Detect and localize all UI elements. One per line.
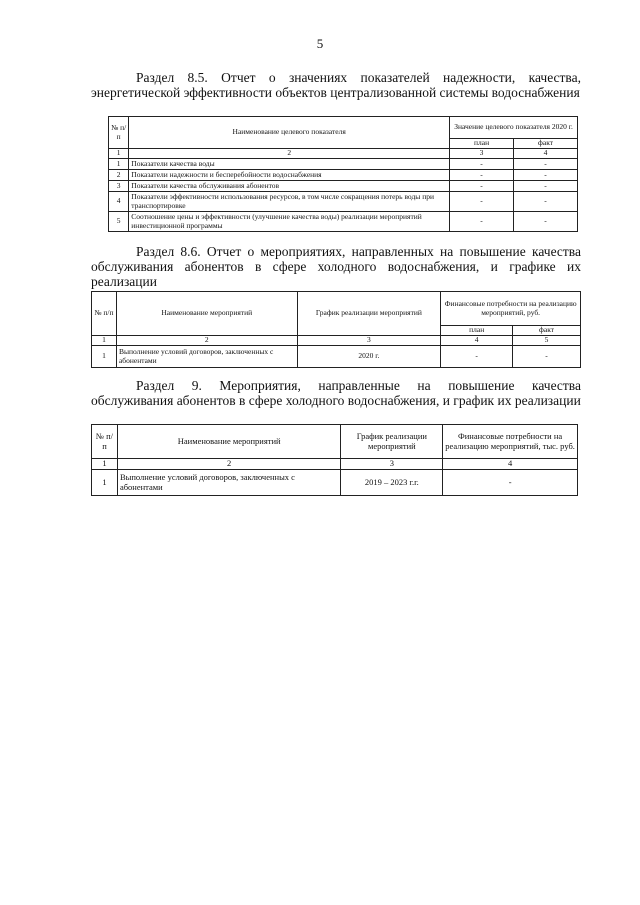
- row-name: Показатели качества обслуживания абонентов: [129, 181, 450, 192]
- col-finance-header: Финансовые потребности на реализацию мероприятий, руб.: [441, 292, 581, 326]
- column-number-row: [109, 149, 578, 159]
- col-number: 4: [514, 149, 578, 159]
- col-name-header: Наименование целевого показателя: [129, 117, 450, 149]
- col-number: 4: [441, 336, 513, 346]
- section-8-5-heading: Раздел 8.5. Отчет о значениях показателей надежности, качества, энергетической эффективности объектов централизованной системы водоснабжения: [91, 70, 581, 100]
- row-fact: -: [514, 170, 578, 181]
- col-number: 1: [92, 336, 117, 346]
- col-name-header: Наименование мероприятий: [116, 292, 297, 336]
- row-plan: -: [450, 212, 514, 232]
- row-fact: -: [514, 192, 578, 212]
- row-fact: -: [514, 159, 578, 170]
- section-8-5-table: [108, 116, 578, 232]
- col-name-header: Наименование мероприятий: [117, 425, 340, 459]
- col-fact-header: факт: [513, 326, 581, 336]
- row-number: 5: [109, 212, 129, 232]
- row-name: Показатели качества воды: [129, 159, 450, 170]
- table-row: [92, 470, 578, 496]
- col-no-header: № п/п: [92, 425, 118, 459]
- table-row: [109, 181, 578, 192]
- row-number: 1: [92, 470, 118, 496]
- row-number: 4: [109, 192, 129, 212]
- section-9-table: [91, 424, 578, 496]
- col-number: 1: [109, 149, 129, 159]
- row-name: Показатели эффективности использования ресурсов, в том числе сокращения потерь воды при транспортировке: [129, 192, 450, 212]
- col-no-header: № п/п: [109, 117, 129, 149]
- table-row: [109, 159, 578, 170]
- column-number-row: [92, 459, 578, 470]
- row-fact: -: [514, 212, 578, 232]
- row-name: Выполнение условий договоров, заключенных с абонентами: [116, 346, 297, 368]
- table-row: [109, 212, 578, 232]
- table-row: [92, 346, 581, 368]
- row-fact: -: [513, 346, 581, 368]
- row-schedule: 2020 г.: [297, 346, 441, 368]
- col-number: 3: [450, 149, 514, 159]
- row-plan: -: [450, 159, 514, 170]
- page-number: 5: [316, 36, 324, 51]
- row-plan: -: [450, 170, 514, 181]
- row-number: 1: [109, 159, 129, 170]
- row-number: 1: [92, 346, 117, 368]
- col-number: 4: [443, 459, 578, 470]
- row-name: Выполнение условий договоров, заключенных с абонентами: [117, 470, 340, 496]
- col-fact-header: факт: [514, 139, 578, 149]
- col-number: 2: [116, 336, 297, 346]
- col-plan-header: план: [441, 326, 513, 336]
- row-number: 3: [109, 181, 129, 192]
- table-row: [109, 192, 578, 212]
- row-schedule: 2019 – 2023 г.г.: [341, 470, 443, 496]
- col-number: 3: [341, 459, 443, 470]
- col-schedule-header: График реализации мероприятий: [341, 425, 443, 459]
- row-number: 2: [109, 170, 129, 181]
- row-finance: -: [443, 470, 578, 496]
- row-name: Показатели надежности и бесперебойности водоснабжения: [129, 170, 450, 181]
- col-number: 2: [129, 149, 450, 159]
- col-number: 3: [297, 336, 441, 346]
- col-number: 1: [92, 459, 118, 470]
- row-plan: -: [450, 192, 514, 212]
- column-number-row: [92, 336, 581, 346]
- table-row: [109, 170, 578, 181]
- col-finance-header: Финансовые потребности на реализацию мероприятий, тыс. руб.: [443, 425, 578, 459]
- col-number: 2: [117, 459, 340, 470]
- row-fact: -: [514, 181, 578, 192]
- col-number: 5: [513, 336, 581, 346]
- row-plan: -: [450, 181, 514, 192]
- row-plan: -: [441, 346, 513, 368]
- col-value-header: Значение целевого показателя 2020 г.: [450, 117, 578, 139]
- col-schedule-header: График реализации мероприятий: [297, 292, 441, 336]
- col-plan-header: план: [450, 139, 514, 149]
- section-8-6-table: [91, 291, 581, 368]
- col-no-header: № п/п: [92, 292, 117, 336]
- section-9-heading: Раздел 9. Мероприятия, направленные на повышение качества обслуживания абонентов в сфере холодного водоснабжения, и график их реализации: [91, 378, 581, 408]
- section-8-6-heading: Раздел 8.6. Отчет о мероприятиях, направленных на повышение качества обслуживания абонентов в сфере холодного водоснабжения, и графике их реализации: [91, 244, 581, 289]
- row-name: Соотношение цены и эффективности (улучшение качества воды) реализации мероприятий инвестиционной программы: [129, 212, 450, 232]
